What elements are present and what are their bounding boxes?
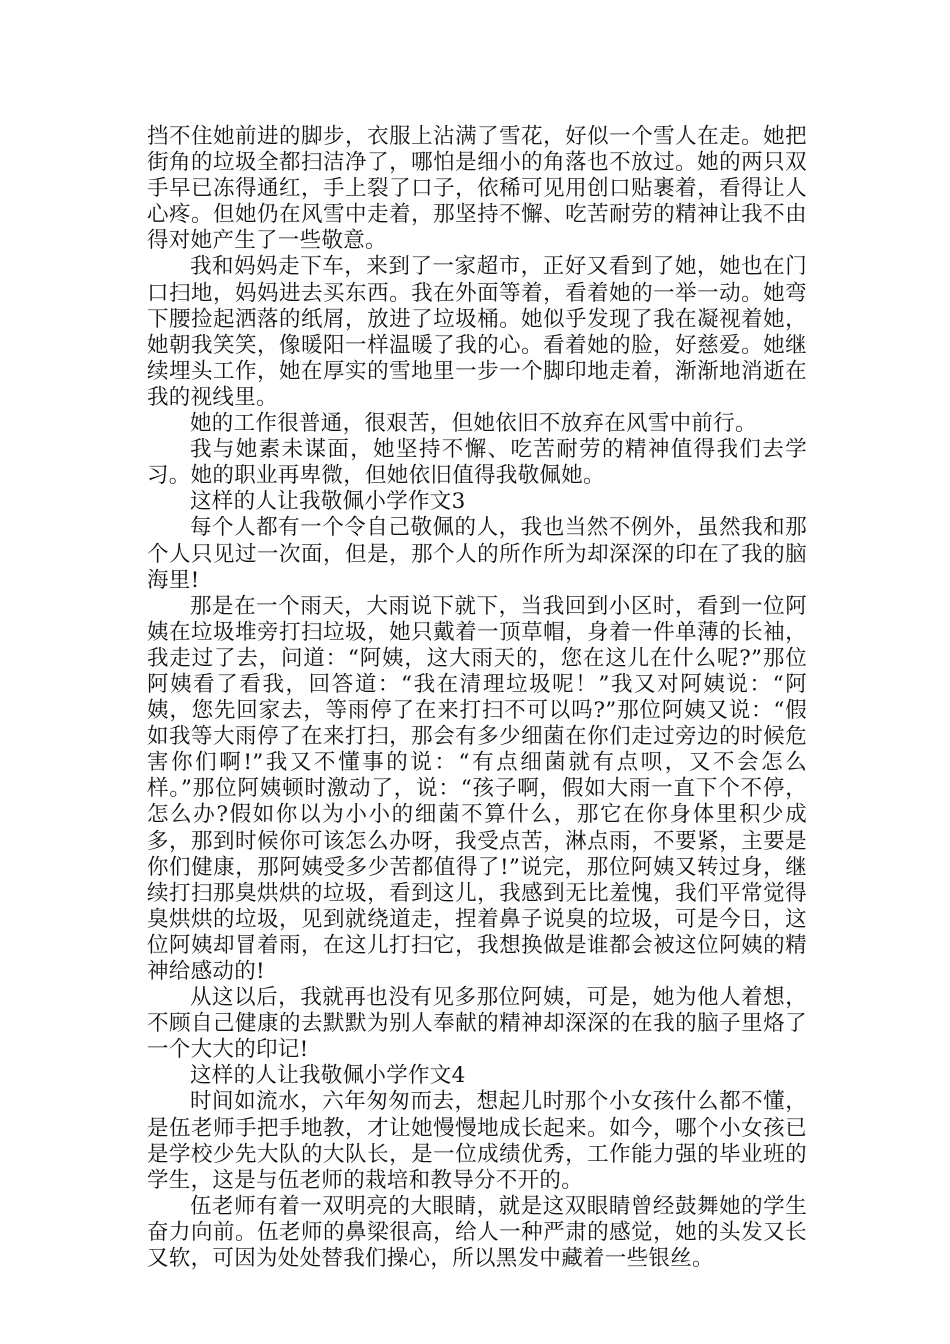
paragraph: 每个人都有一个令自己敬佩的人，我也当然不例外，虽然我和那个人只见过一次面，但是，那个人的所作所为却深深的印在了我的脑海里! — [147, 515, 807, 593]
paragraph: 从这以后，我就再也没有见多那位阿姨，可是，她为他人着想，不顾自己健康的去默默为别人奉献的精神却深深的在我的脑子里烙了一个大大的印记! — [147, 985, 807, 1063]
paragraph: 时间如流水，六年匆匆而去，想起儿时那个小女孩什么都不懂，是伍老师手把手地教，才让她慢慢地成长起来。如今，哪个小女孩已是学校少先大队的大队长，是一位成绩优秀，工作能力强的毕业班的学生，这是与伍老师的栽培和教导分不开的。 — [147, 1089, 807, 1193]
paragraph: 她的工作很普通，很艰苦，但她依旧不放弃在风雪中前行。 — [190, 411, 757, 437]
paragraph: 我和妈妈走下车，来到了一家超市，正好又看到了她，她也在门口扫地，妈妈进去买东西。我在外面等着，看着她的一举一动。她弯下腰捡起洒落的纸屑，放进了垃圾桶。她似乎发现了我在凝视着她，她朝我笑笑，像暖阳一样温暖了我的心。看着她的脸，好慈爱。她继续埋头工作，她在厚实的雪地里一步一个脚印地走着，渐渐地消逝在我的视线里。 — [147, 254, 807, 410]
essay-heading-3: 这样的人让我敬佩小学作文3 — [190, 489, 466, 515]
essay-heading-4: 这样的人让我敬佩小学作文4 — [190, 1063, 466, 1089]
paragraph-continuation: 挡不住她前进的脚步，衣服上沾满了雪花，好似一个雪人在走。她把街角的垃圾全都扫洁净了，哪怕是细小的角落也不放过。她的两只双手早已冻得通红，手上裂了口子，依稀可见用创口贴裹着，看得让人心疼。但她仍在风雪中走着，那坚持不懈、吃苦耐劳的精神让我不由得对她产生了一些敬意。 — [147, 124, 807, 254]
paragraph: 我与她素未谋面，她坚持不懈、吃苦耐劳的精神值得我们去学习。她的职业再卑微，但她依旧值得我敬佩她。 — [147, 437, 807, 489]
document-page — [147, 124, 807, 1272]
paragraph: 那是在一个雨天，大雨说下就下，当我回到小区时，看到一位阿姨在垃圾堆旁打扫垃圾，她只戴着一顶草帽，身着一件单薄的长袖，我走过了去，问道：“阿姨，这大雨天的，您在这儿在什么呢?”那位阿姨看了看我，回答道：“我在清理垃圾呢！”我又对阿姨说：“阿姨，您先回家去，等雨停了在来打扫不可以吗?”那位阿姨又说：“假如我等大雨停了在来打扫，那会有多少细菌在你们走过旁边的时候危害你们啊!”我又不懂事的说：“有点细菌就有点呗，又不会怎么样。”那位阿姨顿时激动了，说：“孩子啊，假如大雨一直下个不停，怎么办?假如你以为小小的细菌不算什么，那它在你身体里积少成多，那到时候你可该怎么办呀，我受点苦，淋点雨，不要紧，主要是你们健康，那阿姨受多少苦都值得了!”说完，那位阿姨又转过身，继续打扫那臭烘烘的垃圾，看到这儿，我感到无比羞愧，我们平常觉得臭烘烘的垃圾，见到就绕道走，捏着鼻子说臭的垃圾，可是今日，这位阿姨却冒着雨，在这儿打扫它，我想换做是谁都会被这位阿姨的精神给感动的! — [147, 593, 807, 984]
paragraph: 伍老师有着一双明亮的大眼睛，就是这双眼睛曾经鼓舞她的学生奋力向前。伍老师的鼻梁很高，给人一种严肃的感觉，她的头发又长又软，可因为处处替我们操心，所以黑发中藏着一些银丝。 — [147, 1193, 807, 1272]
